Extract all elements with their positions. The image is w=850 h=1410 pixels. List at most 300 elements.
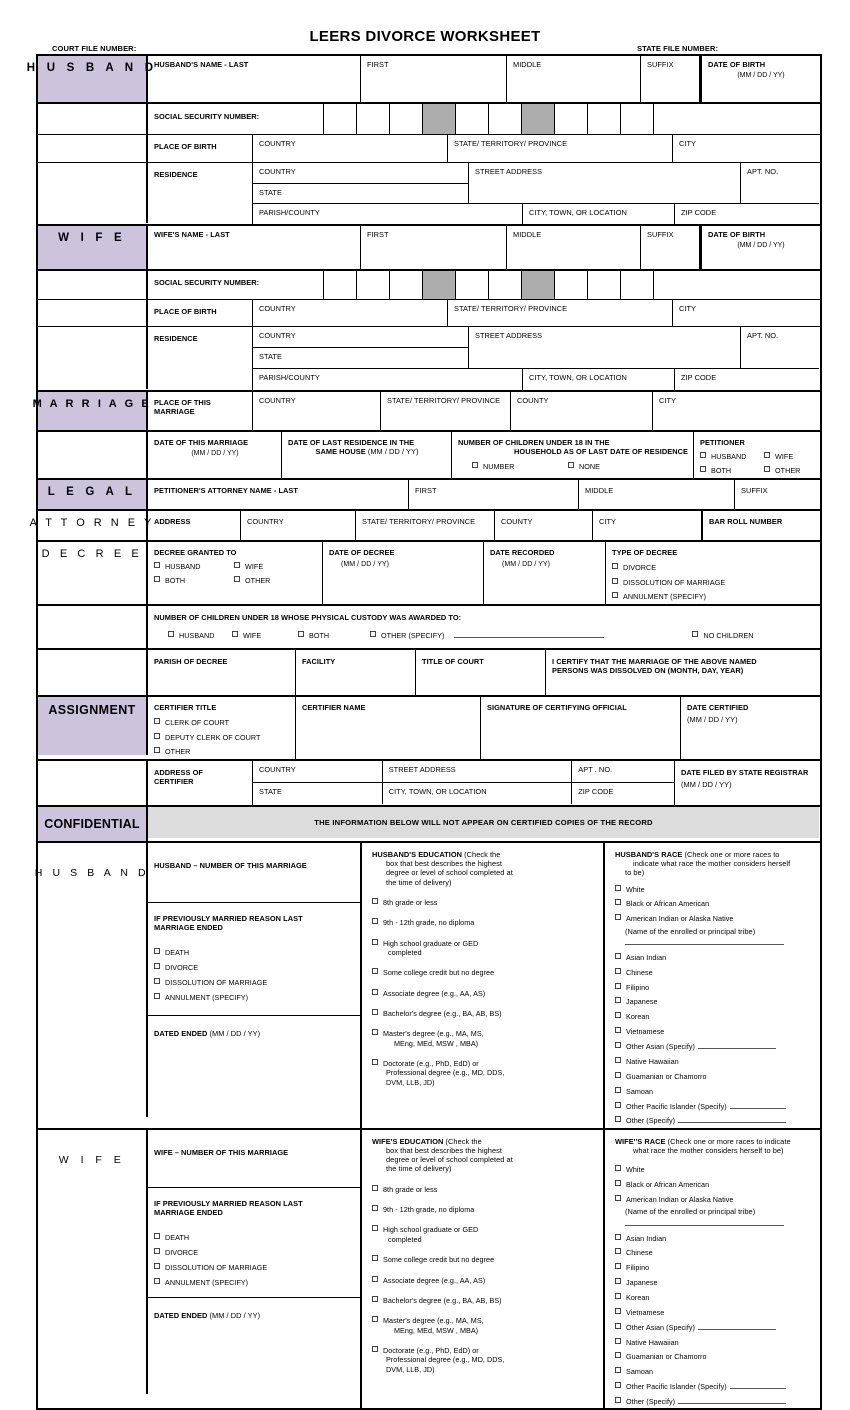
husband-ssn-boxes[interactable] bbox=[323, 104, 686, 134]
checkbox-icon bbox=[232, 631, 238, 637]
husband-other-asian-input[interactable] bbox=[698, 1042, 776, 1049]
spine-conf-wife-label: W I F E bbox=[58, 1153, 126, 1166]
wife-other-asian-input[interactable] bbox=[698, 1323, 776, 1330]
spine-marriage bbox=[32, 392, 152, 430]
checkbox-icon bbox=[372, 1276, 378, 1282]
husband-number-of-marriage-field[interactable]: HUSBAND – NUMBER OF THIS MARRIAGE bbox=[148, 843, 360, 903]
checkbox-icon bbox=[168, 631, 174, 637]
wife-middle-name-field[interactable]: MIDDLE bbox=[507, 226, 641, 269]
spine-assignment bbox=[38, 697, 148, 755]
ssn-box[interactable] bbox=[356, 271, 389, 299]
checkbox-icon bbox=[615, 968, 621, 974]
marriage-country-field[interactable]: COUNTRY bbox=[253, 392, 381, 430]
certify-statement-field[interactable]: I CERTIFY THAT THE MARRIAGE OF THE ABOVE NAMED PERSONS WAS DISSOLVED ON (MONTH, DAY, YEAR) bbox=[552, 657, 757, 676]
checkbox-wife-race-otherpacific[interactable]: Other Pacific Islander (Specify) bbox=[615, 1382, 814, 1391]
checkbox-husband-race-other[interactable]: Other (Specify) bbox=[615, 1116, 814, 1125]
spine-confidential-label: CONFIDENTIAL bbox=[44, 816, 140, 831]
checkbox-icon bbox=[154, 963, 160, 969]
checkbox-icon bbox=[615, 1397, 621, 1403]
checkbox-icon bbox=[615, 1180, 621, 1186]
checkbox-wife-edu-hs[interactable]: High school graduate or GED completed bbox=[372, 1225, 598, 1244]
checkbox-wife-race-otherasian[interactable]: Other Asian (Specify) bbox=[615, 1323, 814, 1332]
checkbox-icon bbox=[612, 563, 618, 569]
ssn-box[interactable] bbox=[620, 271, 653, 299]
husband-pob-country-field[interactable]: COUNTRY bbox=[253, 135, 448, 162]
conf-husband-marriage-col bbox=[148, 843, 362, 1128]
attorney-first-name-field[interactable]: FIRST bbox=[409, 480, 579, 509]
wife-res-country-state bbox=[253, 327, 469, 368]
checkbox-wife-edu-doctorate[interactable]: Doctorate (e.g., PhD, EdD) or Professional degree (e.g., MD, DDS, DVM, LLB, JD) bbox=[372, 1346, 598, 1374]
certifier-apt-field[interactable]: APT . NO. bbox=[578, 764, 613, 774]
husband-other-race-input[interactable] bbox=[678, 1116, 786, 1123]
checkbox-icon bbox=[372, 1205, 378, 1211]
attorney-country-field[interactable]: COUNTRY bbox=[241, 511, 356, 540]
checkbox-icon bbox=[615, 1057, 621, 1063]
wife-education-field[interactable]: WIFE'S EDUCATION (Check the box that best describes the highest degree or level of school completed at the time of delivery) 8th grade or less 9th - 12th grade, no diploma High school graduate or GED completed Some college credit but no degree Associate degree (e.g., AA, AS) Bachelor's degree (e.g., BA, AB, BS) Master's degree (e.g., MA, MS, MEng, MEd, MSW , MBA) Doctorate (e.g., PhD, EdD) or Professional degree (e.g., MD, DDS, DVM, LLB, JD) bbox=[362, 1130, 605, 1409]
ssn-box[interactable] bbox=[587, 104, 620, 134]
checkbox-type-dissolution[interactable]: DISSOLUTION OF MARRIAGE bbox=[612, 578, 814, 587]
wife-other-race-input[interactable] bbox=[678, 1397, 786, 1404]
checkbox-icon bbox=[372, 898, 378, 904]
checkbox-certifier-other[interactable]: OTHER bbox=[154, 747, 290, 756]
decree-granted-row-2 bbox=[154, 576, 317, 585]
spine-assignment-label: ASSIGNMENT bbox=[48, 703, 136, 717]
wife-res-apt-field[interactable]: APT. NO. bbox=[747, 331, 779, 340]
wife-res-country-field[interactable]: COUNTRY bbox=[253, 327, 468, 348]
checkbox-husband-edu-8th[interactable]: 8th grade or less bbox=[372, 898, 598, 907]
checkbox-petitioner-wife[interactable]: WIFE bbox=[764, 452, 793, 461]
husband-race-field[interactable]: HUSBAND'S RACE (Check one or more races to indicate what race the mother considers herself to be) White Black or African American American Indian or Alaska Native (Name of the enrolled or principal tribe) Asian Indian Chinese Filipino Japanese Korean Vietnamese Other Asian (Specify) Native Hawaiian Guamanian or Chamorro Samoan Other Pacific Islander (Specify) Other (Specify) bbox=[605, 843, 819, 1128]
wife-suffix-field[interactable]: SUFFIX bbox=[641, 226, 700, 269]
spine-husband bbox=[26, 56, 158, 102]
spine-decree bbox=[38, 542, 148, 604]
checkbox-husband-prev-annulment[interactable]: ANNULMENT (SPECIFY) bbox=[154, 993, 355, 1002]
checkbox-wife-prev-dissolution[interactable]: DISSOLUTION OF MARRIAGE bbox=[154, 1263, 355, 1272]
checkbox-wife-race-other[interactable]: Other (Specify) bbox=[615, 1397, 814, 1406]
checkbox-wife-race-guamanian[interactable]: Guamanian or Chamorro bbox=[615, 1352, 814, 1361]
checkbox-decree-husband[interactable]: HUSBAND bbox=[154, 562, 234, 571]
attorney-middle-name-field[interactable]: MIDDLE bbox=[579, 480, 735, 509]
type-of-decree-field[interactable]: TYPE OF DECREE DIVORCE DISSOLUTION OF MARRIAGE ANNULMENT (SPECIFY) bbox=[606, 542, 819, 604]
checkbox-wife-edu-8th[interactable]: 8th grade or less bbox=[372, 1185, 598, 1194]
husband-first-name-field[interactable]: FIRST bbox=[361, 56, 507, 102]
checkbox-icon bbox=[154, 1233, 160, 1239]
certifier-street-field[interactable]: STREET ADDRESS bbox=[383, 761, 573, 782]
checkbox-icon bbox=[615, 1323, 621, 1329]
checkbox-wife-edu-9-12[interactable]: 9th - 12th grade, no diploma bbox=[372, 1205, 598, 1214]
date-recorded-field[interactable]: DATE RECORDED (MM / DD / YY) bbox=[484, 542, 606, 604]
spine-spacer-10 bbox=[38, 761, 148, 805]
husband-ssn-label-cell: SOCIAL SECURITY NUMBER: bbox=[154, 112, 260, 121]
checkbox-husband-race-samoan[interactable]: Samoan bbox=[615, 1087, 814, 1096]
spine-spacer-4 bbox=[38, 271, 148, 299]
petitioner-options-row-1 bbox=[700, 452, 814, 461]
wife-first-name-field[interactable]: FIRST bbox=[361, 226, 507, 269]
checkbox-icon bbox=[154, 718, 160, 724]
checkbox-icon bbox=[615, 1382, 621, 1388]
checkbox-husband-prev-death[interactable]: DEATH bbox=[154, 948, 355, 957]
husband-pob-city-field[interactable]: CITY bbox=[679, 139, 697, 148]
checkbox-wife-edu-somecollege[interactable]: Some college credit but no degree bbox=[372, 1255, 598, 1264]
checkbox-icon bbox=[615, 885, 621, 891]
certifier-address-upper bbox=[253, 761, 674, 783]
wife-race-field[interactable]: WIFE''S RACE (Check one or more races to indicate what race the mother considers herself to be) White Black or African American American Indian or Alaska Native (Name of the enrolled or principal tribe) Asian Indian Chinese Filipino Japanese Korean Vietnamese Other Asian (Specify) Native Hawaiian Guamanian or Chamorro Samoan Other Pacific Islander (Specify) Other (Specify) bbox=[605, 1130, 819, 1409]
checkbox-wife-race-samoan[interactable]: Samoan bbox=[615, 1367, 814, 1376]
checkbox-icon bbox=[764, 452, 770, 458]
marriage-date-field[interactable]: DATE OF THIS MARRIAGE (MM / DD / YY) bbox=[148, 432, 282, 478]
checkbox-icon bbox=[472, 462, 478, 468]
checkbox-icon bbox=[615, 1263, 621, 1269]
ssn-separator-box bbox=[521, 104, 554, 134]
checkbox-wife-edu-bachelor[interactable]: Bachelor's degree (e.g., BA, AB, BS) bbox=[372, 1296, 598, 1305]
certifier-city-field[interactable]: CITY, TOWN, OR LOCATION bbox=[383, 783, 573, 804]
ssn-separator-box bbox=[521, 271, 554, 299]
husband-middle-name-field[interactable]: MIDDLE bbox=[507, 56, 641, 102]
marriage-county-field[interactable]: COUNTY bbox=[511, 392, 653, 430]
checkbox-icon bbox=[234, 562, 240, 568]
checkbox-husband-edu-associate[interactable]: Associate degree (e.g., AA, AS) bbox=[372, 989, 598, 998]
legal-attorney-name-row bbox=[38, 480, 820, 511]
attorney-bar-roll-field[interactable]: BAR ROLL NUMBER bbox=[709, 517, 783, 526]
wife-ssn-boxes[interactable] bbox=[323, 271, 686, 299]
checkbox-clerk-of-court[interactable]: CLERK OF COURT bbox=[154, 718, 290, 727]
ssn-box[interactable] bbox=[356, 104, 389, 134]
checkbox-icon bbox=[615, 1278, 621, 1284]
wife-last-name-field[interactable]: WIFE'S NAME - LAST bbox=[148, 226, 361, 269]
checkbox-icon bbox=[154, 576, 160, 582]
checkbox-petitioner-both[interactable]: BOTH bbox=[700, 466, 764, 475]
title-of-court-field[interactable]: TITLE OF COURT bbox=[416, 650, 546, 695]
wife-res-state-field[interactable]: STATE bbox=[259, 352, 282, 361]
husband-pob-state-field[interactable]: STATE/ TERRITORY/ PROVINCE bbox=[448, 135, 673, 162]
wife-residence-label: RESIDENCE bbox=[148, 327, 253, 390]
checkbox-icon bbox=[615, 1338, 621, 1344]
wife-pob-state-field[interactable]: STATE/ TERRITORY/ PROVINCE bbox=[448, 300, 673, 326]
wife-pob-country-field[interactable]: COUNTRY bbox=[253, 300, 448, 326]
marriage-city-field[interactable]: CITY bbox=[659, 396, 677, 405]
checkbox-icon bbox=[372, 1059, 378, 1065]
conf-wife-row bbox=[38, 1130, 820, 1409]
checkbox-icon bbox=[615, 1012, 621, 1018]
attorney-county-field[interactable]: COUNTY bbox=[495, 511, 593, 540]
checkbox-icon bbox=[615, 1116, 621, 1122]
checkbox-no-children[interactable]: NO CHILDREN bbox=[692, 631, 753, 640]
wife-res-parish-field[interactable]: PARISH/COUNTY bbox=[253, 369, 523, 390]
custody-options bbox=[154, 631, 814, 640]
spine-spacer-7 bbox=[38, 432, 148, 478]
checkbox-wife-race-amerindian[interactable]: American Indian or Alaska Native bbox=[615, 1195, 814, 1204]
ssn-box[interactable] bbox=[488, 104, 521, 134]
wife-other-pacific-input[interactable] bbox=[730, 1382, 786, 1389]
custody-row bbox=[38, 606, 820, 650]
checkbox-deputy-clerk[interactable]: DEPUTY CLERK OF COURT bbox=[154, 733, 290, 742]
checkbox-wife-edu-associate[interactable]: Associate degree (e.g., AA, AS) bbox=[372, 1276, 598, 1285]
certifier-address-lower bbox=[253, 783, 674, 804]
checkbox-petitioner-other[interactable]: OTHER bbox=[764, 466, 800, 475]
checkbox-icon bbox=[615, 899, 621, 905]
ssn-box[interactable] bbox=[587, 271, 620, 299]
certifier-zip-field[interactable]: ZIP CODE bbox=[578, 786, 614, 796]
ssn-box[interactable] bbox=[554, 271, 587, 299]
certifier-title-field[interactable]: CERTIFIER TITLE CLERK OF COURT DEPUTY CLERK OF COURT OTHER bbox=[148, 697, 296, 759]
wife-residence-block bbox=[253, 327, 819, 390]
spine-conf-husband bbox=[34, 843, 150, 1117]
spine-wife bbox=[38, 226, 148, 269]
checkbox-custody-wife[interactable]: WIFE bbox=[232, 631, 298, 640]
wife-ssn-row bbox=[38, 271, 820, 300]
confidential-banner: THE INFORMATION BELOW WILL NOT APPEAR ON CERTIFIED COPIES OF THE RECORD bbox=[148, 807, 819, 841]
checkbox-children-number[interactable]: NUMBER bbox=[472, 462, 568, 471]
checkbox-wife-race-chinese[interactable]: Chinese bbox=[615, 1248, 814, 1257]
conf-wife-marriage-col bbox=[148, 1130, 362, 1409]
checkbox-icon bbox=[700, 466, 706, 472]
husband-name-row bbox=[26, 56, 820, 104]
ssn-box[interactable] bbox=[620, 104, 653, 134]
checkbox-icon bbox=[764, 466, 770, 472]
checkbox-icon bbox=[615, 1352, 621, 1358]
husband-education-field[interactable]: HUSBAND'S EDUCATION (Check the box that best describes the highest degree or level of school completed at the time of delivery) 8th grade or less 9th - 12th grade, no diploma High school graduate or GED completed Some college credit but no degree Associate degree (e.g., AA, AS) Bachelor's degree (e.g., BA, AB, BS) Master's degree (e.g., MA, MS, MEng, MEd, MSW , MBA) Doctorate (e.g., PhD, EdD) or Professional degree (e.g., MD, DDS, DVM, LLB, JD) bbox=[362, 843, 605, 1128]
checkbox-children-none[interactable]: NONE bbox=[568, 462, 600, 471]
spine-husband-label: H U S B A N D bbox=[26, 62, 158, 74]
checkbox-icon bbox=[372, 1316, 378, 1322]
checkbox-icon bbox=[615, 1102, 621, 1108]
checkbox-wife-race-filipino[interactable]: Filipino bbox=[615, 1263, 814, 1272]
husband-residence-upper bbox=[253, 163, 819, 204]
ssn-separator-box bbox=[422, 271, 455, 299]
spine-attorney bbox=[29, 511, 155, 540]
checkbox-husband-race-asianindian[interactable]: Asian Indian bbox=[615, 953, 814, 962]
ssn-box[interactable] bbox=[323, 271, 356, 299]
wife-prev-marriage-field[interactable]: IF PREVIOUSLY MARRIED REASON LAST MARRIAGE ENDED DEATH DIVORCE DISSOLUTION OF MARRIAGE ANNULMENT (SPECIFY) bbox=[148, 1188, 360, 1298]
husband-res-city-field[interactable]: CITY, TOWN, OR LOCATION bbox=[523, 204, 675, 224]
ssn-box[interactable] bbox=[389, 271, 422, 299]
checkbox-husband-prev-divorce[interactable]: DIVORCE bbox=[154, 963, 355, 972]
certifier-address-label: ADDRESS OF CERTIFIER bbox=[148, 761, 253, 805]
wife-res-zip-field[interactable]: ZIP CODE bbox=[681, 373, 717, 382]
spine-confidential bbox=[38, 807, 148, 841]
checkbox-husband-race-otherasian[interactable]: Other Asian (Specify) bbox=[615, 1042, 814, 1051]
checkbox-type-divorce[interactable]: DIVORCE bbox=[612, 563, 814, 572]
checkbox-husband-edu-master[interactable]: Master's degree (e.g., MA, MS, MEng, MEd, MSW , MBA) bbox=[372, 1029, 598, 1048]
husband-res-country-field[interactable]: COUNTRY bbox=[253, 163, 468, 184]
husband-other-pacific-input[interactable] bbox=[730, 1102, 786, 1109]
ssn-box[interactable] bbox=[488, 271, 521, 299]
checkbox-wife-edu-master[interactable]: Master's degree (e.g., MA, MS, MEng, MEd, MSW , MBA) bbox=[372, 1316, 598, 1335]
checkbox-husband-edu-9-12[interactable]: 9th - 12th grade, no diploma bbox=[372, 918, 598, 927]
checkbox-icon bbox=[615, 1195, 621, 1201]
certifier-state-field[interactable]: STATE bbox=[253, 783, 383, 804]
custody-field[interactable]: NUMBER OF CHILDREN UNDER 18 WHOSE PHYSICAL CUSTODY WAS AWARDED TO: HUSBAND WIFE BOTH OTHER (SPECIFY) NO CHILDREN bbox=[148, 606, 819, 648]
checkbox-wife-race-vietnamese[interactable]: Vietnamese bbox=[615, 1308, 814, 1317]
checkbox-custody-husband[interactable]: HUSBAND bbox=[168, 631, 232, 640]
spine-conf-husband-label: H U S B A N D bbox=[34, 866, 150, 879]
parish-of-decree-field[interactable]: PARISH OF DECREE bbox=[148, 650, 296, 695]
parish-decree-row bbox=[38, 650, 820, 697]
checkbox-wife-race-black[interactable]: Black or African American bbox=[615, 1180, 814, 1189]
attorney-address-label: ADDRESS bbox=[148, 511, 241, 540]
certifier-name-field[interactable]: CERTIFIER NAME bbox=[296, 697, 481, 759]
marriage-state-field[interactable]: STATE/ TERRITORY/ PROVINCE bbox=[381, 392, 511, 430]
checkbox-type-annulment[interactable]: ANNULMENT (SPECIFY) bbox=[612, 592, 814, 601]
husband-dated-ended-field[interactable]: DATED ENDED (MM / DD / YY) bbox=[154, 1028, 261, 1038]
checkbox-wife-race-hawaiian[interactable]: Native Hawaiian bbox=[615, 1338, 814, 1347]
petitioner-options-row-2 bbox=[700, 466, 814, 475]
checkbox-icon bbox=[615, 1248, 621, 1254]
ssn-box[interactable] bbox=[653, 104, 686, 134]
date-certified-field[interactable]: DATE CERTIFIED (MM / DD / YY) bbox=[687, 703, 749, 725]
ssn-box[interactable] bbox=[455, 271, 488, 299]
husband-res-street-field[interactable]: STREET ADDRESS bbox=[469, 163, 741, 203]
checkbox-wife-race-japanese[interactable]: Japanese bbox=[615, 1278, 814, 1287]
signature-field[interactable]: SIGNATURE OF CERTIFYING OFFICIAL bbox=[481, 697, 681, 759]
certifier-country-field[interactable]: COUNTRY bbox=[253, 761, 383, 782]
checkbox-custody-other[interactable]: OTHER (SPECIFY) bbox=[370, 631, 604, 640]
wife-pob-city-field[interactable]: CITY bbox=[679, 304, 697, 313]
spine-attorney-label: A T T O R N E Y bbox=[29, 517, 155, 529]
checkbox-decree-wife[interactable]: WIFE bbox=[234, 562, 263, 571]
confidential-banner-row bbox=[38, 807, 820, 843]
wife-res-street-field[interactable]: STREET ADDRESS bbox=[469, 327, 741, 368]
checkbox-icon bbox=[615, 983, 621, 989]
checkbox-icon bbox=[372, 1009, 378, 1015]
checkbox-icon bbox=[615, 1072, 621, 1078]
checkbox-husband-race-korean[interactable]: Korean bbox=[615, 1012, 814, 1021]
wife-number-of-marriage-field[interactable]: WIFE – NUMBER OF THIS MARRIAGE bbox=[148, 1130, 360, 1188]
checkbox-icon bbox=[372, 1296, 378, 1302]
checkbox-icon bbox=[154, 993, 160, 999]
checkbox-husband-race-white[interactable]: White bbox=[615, 885, 814, 894]
spine-spacer-8 bbox=[38, 606, 148, 648]
facility-field[interactable]: FACILITY bbox=[296, 650, 416, 695]
husband-suffix-field[interactable]: SUFFIX bbox=[641, 56, 700, 102]
wife-tribe-input[interactable] bbox=[625, 1224, 784, 1226]
checkbox-husband-edu-bachelor[interactable]: Bachelor's degree (e.g., BA, AB, BS) bbox=[372, 1009, 598, 1018]
checkbox-husband-race-hawaiian[interactable]: Native Hawaiian bbox=[615, 1057, 814, 1066]
marriage-place-label: PLACE OF THIS MARRIAGE bbox=[148, 392, 253, 430]
checkbox-wife-race-white[interactable]: White bbox=[615, 1165, 814, 1174]
checkbox-husband-edu-doctorate[interactable]: Doctorate (e.g., PhD, EdD) or Professional degree (e.g., MD, DDS, DVM, LLB, JD) bbox=[372, 1059, 598, 1087]
checkbox-icon bbox=[154, 747, 160, 753]
checkbox-husband-race-otherpacific[interactable]: Other Pacific Islander (Specify) bbox=[615, 1102, 814, 1111]
spine-decree-label: D E C R E E bbox=[41, 548, 143, 560]
checkbox-icon bbox=[615, 1234, 621, 1240]
checkbox-husband-race-guamanian[interactable]: Guamanian or Chamorro bbox=[615, 1072, 814, 1081]
checkbox-icon bbox=[372, 1185, 378, 1191]
certifier-address-block bbox=[253, 761, 819, 805]
checkbox-husband-race-black[interactable]: Black or African American bbox=[615, 899, 814, 908]
spine-legal-label: L E G A L bbox=[47, 486, 137, 498]
checkbox-husband-race-vietnamese[interactable]: Vietnamese bbox=[615, 1027, 814, 1036]
husband-tribe-input[interactable] bbox=[625, 943, 784, 945]
husband-res-apt-field[interactable]: APT. NO. bbox=[747, 167, 779, 176]
ssn-box[interactable] bbox=[389, 104, 422, 134]
ssn-box[interactable] bbox=[554, 104, 587, 134]
checkbox-decree-other[interactable]: OTHER bbox=[234, 576, 270, 585]
date-filed-registrar-field[interactable]: DATE FILED BY STATE REGISTRAR (MM / DD / YY) bbox=[681, 767, 809, 790]
spine-legal bbox=[38, 480, 148, 509]
checkbox-wife-prev-death[interactable]: DEATH bbox=[154, 1233, 355, 1242]
ssn-box[interactable] bbox=[653, 271, 686, 299]
husband-place-of-birth-row bbox=[38, 135, 820, 163]
marriage-dates-row bbox=[38, 432, 820, 480]
checkbox-icon bbox=[154, 562, 160, 568]
checkbox-wife-prev-divorce[interactable]: DIVORCE bbox=[154, 1248, 355, 1257]
checkbox-icon bbox=[372, 989, 378, 995]
checkbox-husband-edu-hs[interactable]: High school graduate or GED completed bbox=[372, 939, 598, 958]
decree-main-row bbox=[38, 542, 820, 606]
spine-conf-wife bbox=[38, 1130, 148, 1394]
checkbox-icon bbox=[154, 733, 160, 739]
attorney-city-field[interactable]: CITY bbox=[593, 511, 703, 540]
checkbox-wife-race-asianindian[interactable]: Asian Indian bbox=[615, 1234, 814, 1243]
court-file-number-label: COURT FILE NUMBER: bbox=[52, 44, 137, 53]
checkbox-icon bbox=[154, 1263, 160, 1269]
attorney-state-field[interactable]: STATE/ TERRITORY/ PROVINCE bbox=[356, 511, 495, 540]
husband-residence-row bbox=[38, 163, 820, 226]
wife-dated-ended-field[interactable]: DATED ENDED (MM / DD / YY) bbox=[154, 1310, 261, 1320]
checkbox-icon bbox=[154, 1278, 160, 1284]
husband-res-parish-field[interactable]: PARISH/COUNTY bbox=[253, 204, 523, 224]
date-of-decree-field[interactable]: DATE OF DECREE (MM / DD / YY) bbox=[323, 542, 484, 604]
husband-residence-lower bbox=[253, 204, 819, 224]
attorney-last-name-field[interactable]: PETITIONER'S ATTORNEY NAME - LAST bbox=[148, 480, 409, 509]
husband-dob-field[interactable]: DATE OF BIRTH (MM / DD / YY) bbox=[700, 56, 819, 102]
checkbox-icon bbox=[372, 968, 378, 974]
custody-other-input[interactable] bbox=[454, 631, 604, 638]
husband-prev-marriage-field[interactable]: IF PREVIOUSLY MARRIED REASON LAST MARRIAGE ENDED DEATH DIVORCE DISSOLUTION OF MARRIAGE ANNULMENT (SPECIFY) bbox=[148, 903, 360, 1016]
checkbox-husband-race-amerindian[interactable]: American Indian or Alaska Native bbox=[615, 914, 814, 923]
husband-res-state-field[interactable]: STATE bbox=[259, 188, 282, 197]
wife-res-city-field[interactable]: CITY, TOWN, OR LOCATION bbox=[523, 369, 675, 390]
checkbox-husband-race-japanese[interactable]: Japanese bbox=[615, 997, 814, 1006]
checkbox-icon bbox=[700, 452, 706, 458]
checkbox-icon bbox=[234, 576, 240, 582]
checkbox-husband-prev-dissolution[interactable]: DISSOLUTION OF MARRIAGE bbox=[154, 978, 355, 987]
attorney-address-row bbox=[29, 511, 820, 542]
checkbox-wife-race-korean[interactable]: Korean bbox=[615, 1293, 814, 1302]
checkbox-icon bbox=[372, 1225, 378, 1231]
decree-granted-to-field[interactable]: DECREE GRANTED TO HUSBAND WIFE BOTH OTHER bbox=[148, 542, 323, 604]
checkbox-husband-edu-somecollege[interactable]: Some college credit but no degree bbox=[372, 968, 598, 977]
ssn-box[interactable] bbox=[455, 104, 488, 134]
checkbox-petitioner-husband[interactable]: HUSBAND bbox=[700, 452, 764, 461]
ssn-box[interactable] bbox=[323, 104, 356, 134]
certifier-address-row bbox=[38, 761, 820, 807]
checkbox-icon bbox=[298, 631, 304, 637]
marriage-last-residence-field[interactable]: DATE OF LAST RESIDENCE IN THE SAME HOUSE (MM / DD / YY) bbox=[282, 432, 452, 478]
checkbox-wife-prev-annulment[interactable]: ANNULMENT (SPECIFY) bbox=[154, 1278, 355, 1287]
checkbox-icon bbox=[615, 1293, 621, 1299]
husband-last-name-field[interactable]: HUSBAND'S NAME - LAST bbox=[148, 56, 361, 102]
worksheet-form bbox=[26, 54, 822, 1410]
husband-res-zip-field[interactable]: ZIP CODE bbox=[681, 208, 717, 217]
attorney-suffix-field[interactable]: SUFFIX bbox=[741, 486, 768, 495]
wife-dob-field[interactable]: DATE OF BIRTH (MM / DD / YY) bbox=[700, 226, 819, 269]
checkbox-icon bbox=[372, 1346, 378, 1352]
husband-residence-label: RESIDENCE bbox=[148, 163, 253, 224]
checkbox-husband-race-chinese[interactable]: Chinese bbox=[615, 968, 814, 977]
marriage-children-field[interactable]: NUMBER OF CHILDREN UNDER 18 IN THE HOUSEHOLD AS OF LAST DATE OF RESIDENCE NUMBER NONE bbox=[452, 432, 694, 478]
certifier-address-left bbox=[253, 761, 675, 805]
conf-husband-row bbox=[34, 843, 820, 1130]
checkbox-decree-both[interactable]: BOTH bbox=[154, 576, 234, 585]
checkbox-icon bbox=[154, 1248, 160, 1254]
checkbox-icon bbox=[615, 1367, 621, 1373]
petitioner-field[interactable]: PETITIONER HUSBAND WIFE BOTH OTHER bbox=[694, 432, 819, 478]
checkbox-custody-both[interactable]: BOTH bbox=[298, 631, 370, 640]
checkbox-icon bbox=[372, 918, 378, 924]
checkbox-husband-race-filipino[interactable]: Filipino bbox=[615, 983, 814, 992]
